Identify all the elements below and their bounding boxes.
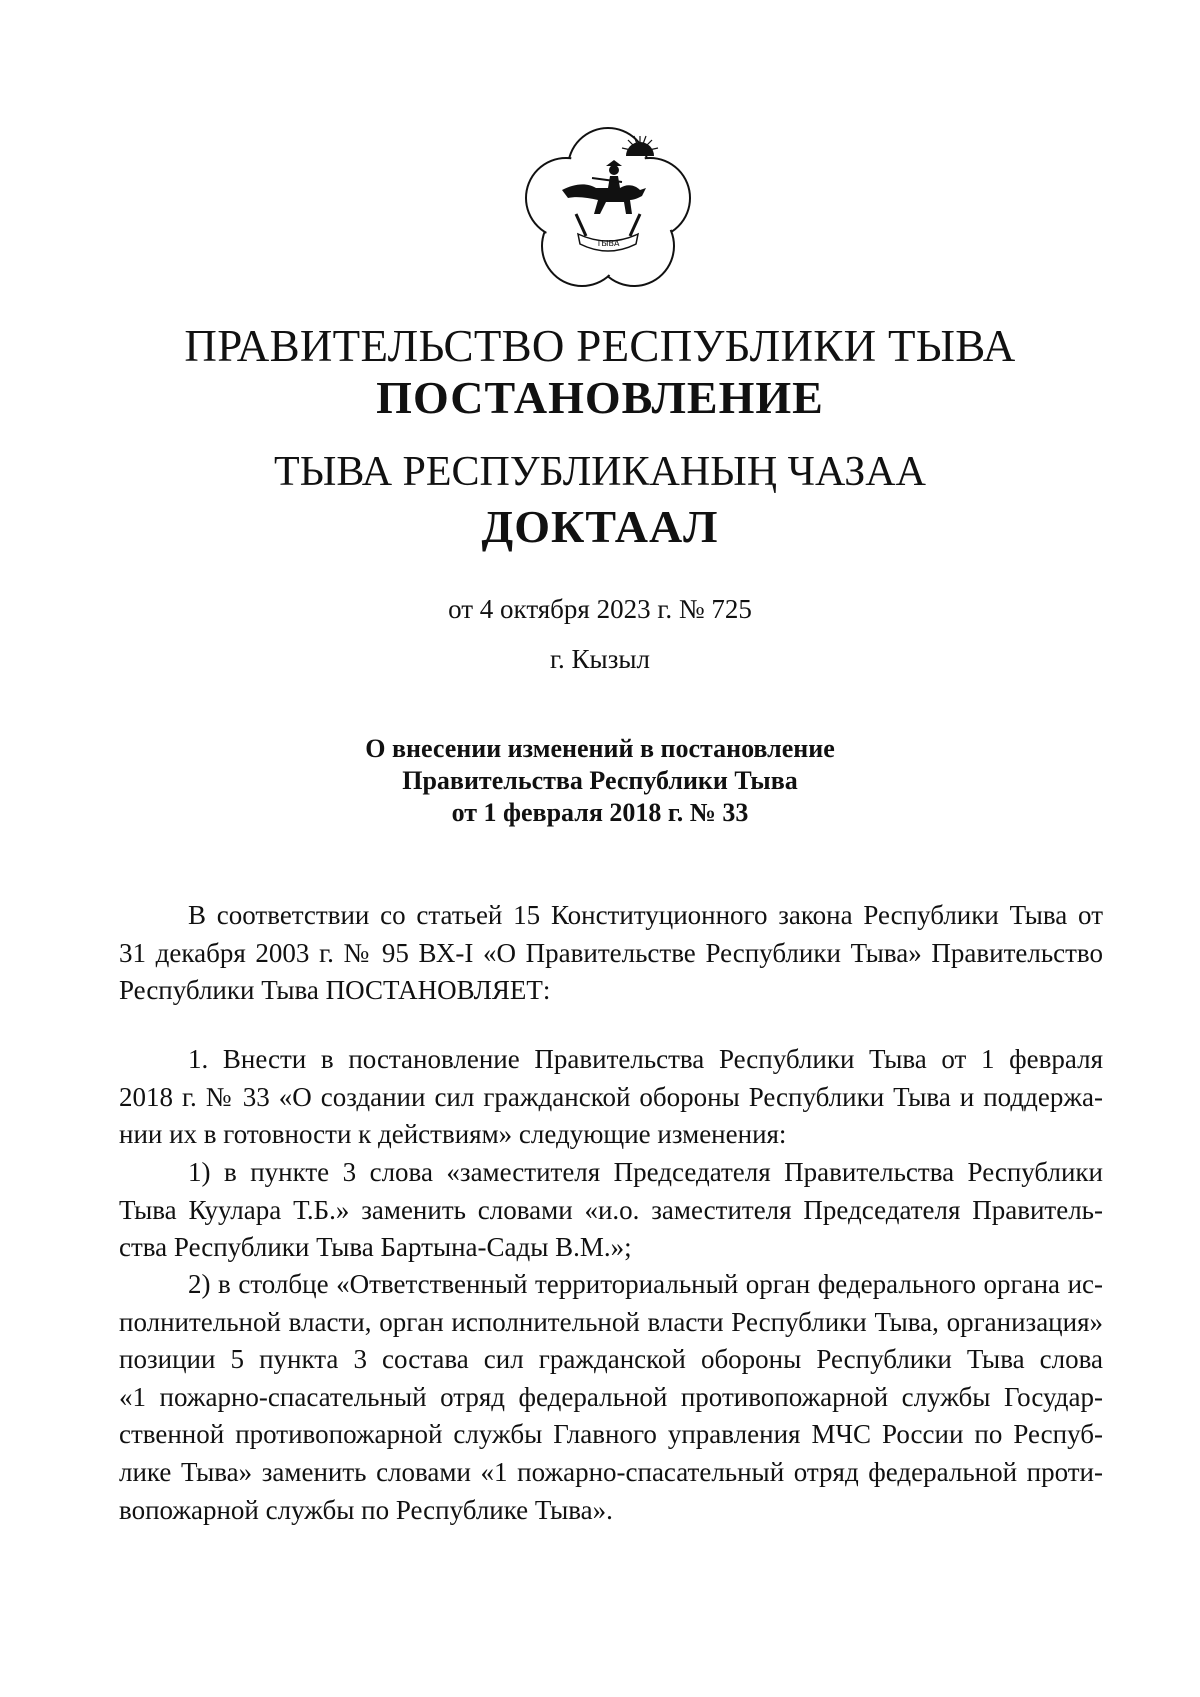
svg-text:ТЫВА: ТЫВА xyxy=(596,239,620,248)
document-type-tuvan: ДОКТААЛ xyxy=(481,501,719,552)
document-city: г. Кызыл xyxy=(550,644,650,674)
text-line: 2) в столбце «Ответственный территориальный орган федерального органа ис- xyxy=(188,1269,1103,1299)
document-date-number: от 4 октября 2023 г. № 725 xyxy=(448,594,752,624)
text-line: ства Республики Тыва Бартына-Сады В.М.»; xyxy=(119,1232,632,1263)
subitem-2-paragraph xyxy=(119,1266,1103,1529)
text-line: Тыва Куулара Т.Б.» заменить словами «и.о. заместителя Председателя Правитель- xyxy=(119,1194,1103,1225)
text-line: 31 декабря 2003 г. № 95 ВХ-I «О Правительстве Республики Тыва» Правительство xyxy=(119,937,1103,968)
subitem-1-paragraph xyxy=(119,1154,1103,1267)
subject-line: от 1 февраля 2018 г. № 33 xyxy=(451,798,749,827)
government-title-tuvan: ТЫВА РЕСПУБЛИКАНЫҢ ЧАЗАА xyxy=(274,449,926,495)
text-line: 1. Внести в постановление Правительства Республики Тыва от 1 февраля xyxy=(188,1044,1103,1074)
document-type: ПОСТАНОВЛЕНИЕ xyxy=(376,372,824,423)
text-line: ственной противопожарной службы Главного управления МЧС России по Респуб- xyxy=(119,1419,1103,1450)
preamble-paragraph xyxy=(119,897,1103,1010)
subject-line: О внесении изменений в постановление xyxy=(365,734,835,763)
subject-line: Правительства Республики Тыва xyxy=(402,766,798,795)
text-line: полнительной власти, орган исполнительной власти Республики Тыва, организация» xyxy=(119,1306,1103,1337)
item-1-paragraph xyxy=(119,1041,1103,1154)
text-line: В соответствии со статьей 15 Конституционного закона Республики Тыва от xyxy=(188,900,1103,930)
text-line: позиции 5 пункта 3 состава сил гражданской обороны Республики Тыва слова xyxy=(119,1344,1103,1375)
tuva-coat-of-arms-icon xyxy=(522,118,694,292)
text-line: Республики Тыва ПОСТАНОВЛЯЕТ: xyxy=(119,975,551,1006)
text-line: нии их в готовности к действиям» следующие изменения: xyxy=(119,1119,787,1150)
text-line: «1 пожарно-спасательный отряд федеральной противопожарной службы Государ- xyxy=(119,1381,1103,1412)
text-line: лике Тыва» заменить словами «1 пожарно-спасательный отряд федеральной проти- xyxy=(119,1456,1103,1487)
document-subject xyxy=(0,733,1200,829)
text-line: 1) в пункте 3 слова «заместителя Председателя Правительства Республики xyxy=(188,1157,1103,1187)
text-line: 2018 г. № 33 «О создании сил гражданской обороны Республики Тыва и поддержа- xyxy=(119,1081,1103,1112)
text-line: вопожарной службы по Республике Тыва». xyxy=(119,1494,613,1525)
government-title: ПРАВИТЕЛЬСТВО РЕСПУБЛИКИ ТЫВА xyxy=(184,321,1016,371)
